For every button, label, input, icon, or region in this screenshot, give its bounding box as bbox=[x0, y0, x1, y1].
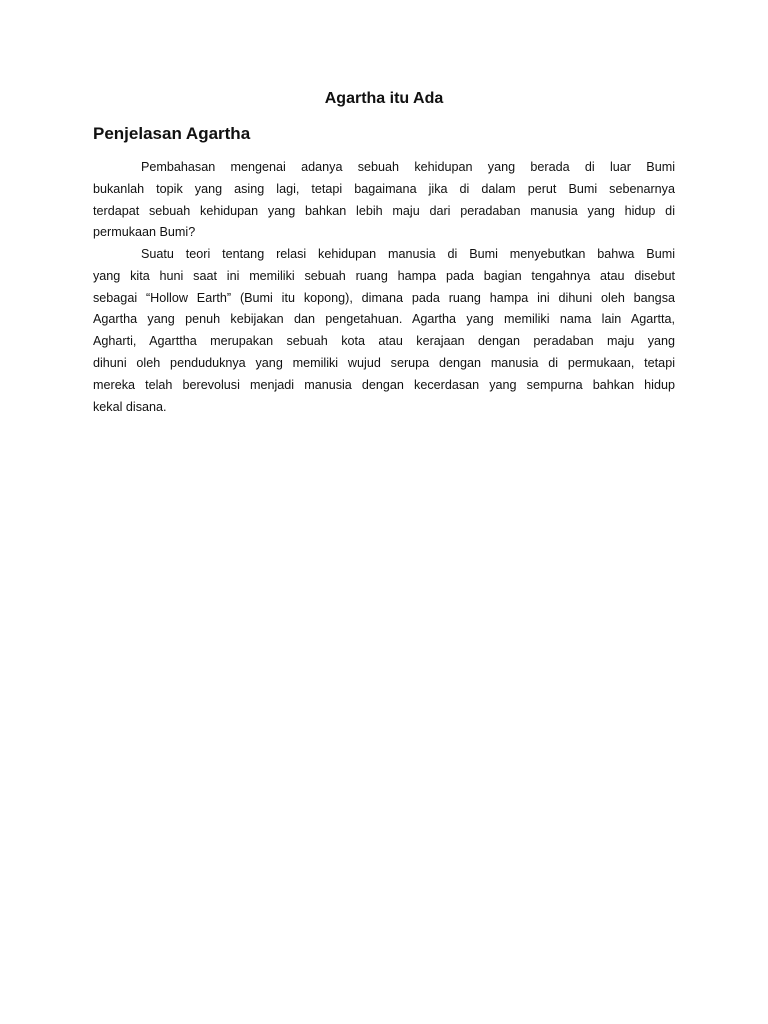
paragraph-line: mereka telah berevolusi menjadi manusia dengan kecerdasan yang sempurna bahkan hidup bbox=[93, 377, 675, 392]
paragraph-line: bukanlah topik yang asing lagi, tetapi bagaimana jika di dalam perut Bumi sebenarnya bbox=[93, 181, 675, 196]
paragraph-line: permukaan Bumi? bbox=[93, 225, 196, 240]
paragraph-1 bbox=[93, 157, 675, 244]
paragraph-line: Agharti, Agarttha merupakan sebuah kota atau kerajaan dengan peradaban maju yang bbox=[93, 334, 675, 349]
paragraph-line: Pembahasan mengenai adanya sebuah kehidupan yang berada di luar Bumi bbox=[141, 160, 675, 174]
paragraph-line: terdapat sebuah kehidupan yang bahkan lebih maju dari peradaban manusia yang hidup di bbox=[93, 203, 675, 218]
paragraph-line: Suatu teori tentang relasi kehidupan manusia di Bumi menyebutkan bahwa Bumi bbox=[141, 247, 675, 261]
section-heading: Penjelasan Agartha bbox=[93, 124, 251, 143]
paragraph-line: yang kita huni saat ini memiliki sebuah ruang hampa pada bagian tengahnya atau disebut bbox=[93, 268, 675, 283]
document-title: Agartha itu Ada bbox=[324, 90, 444, 107]
paragraph-line: Agartha yang penuh kebijakan dan pengetahuan. Agartha yang memiliki nama lain Agartta, bbox=[93, 312, 675, 327]
paragraph-2 bbox=[93, 244, 675, 418]
paragraph-line: dihuni oleh penduduknya yang memiliki wujud serupa dengan manusia di permukaan, tetapi bbox=[93, 355, 675, 370]
paragraph-line: sebagai “Hollow Earth” (Bumi itu kopong), dimana pada ruang hampa ini dihuni oleh bangsa bbox=[93, 290, 675, 305]
paragraph-line: kekal disana. bbox=[93, 399, 167, 414]
